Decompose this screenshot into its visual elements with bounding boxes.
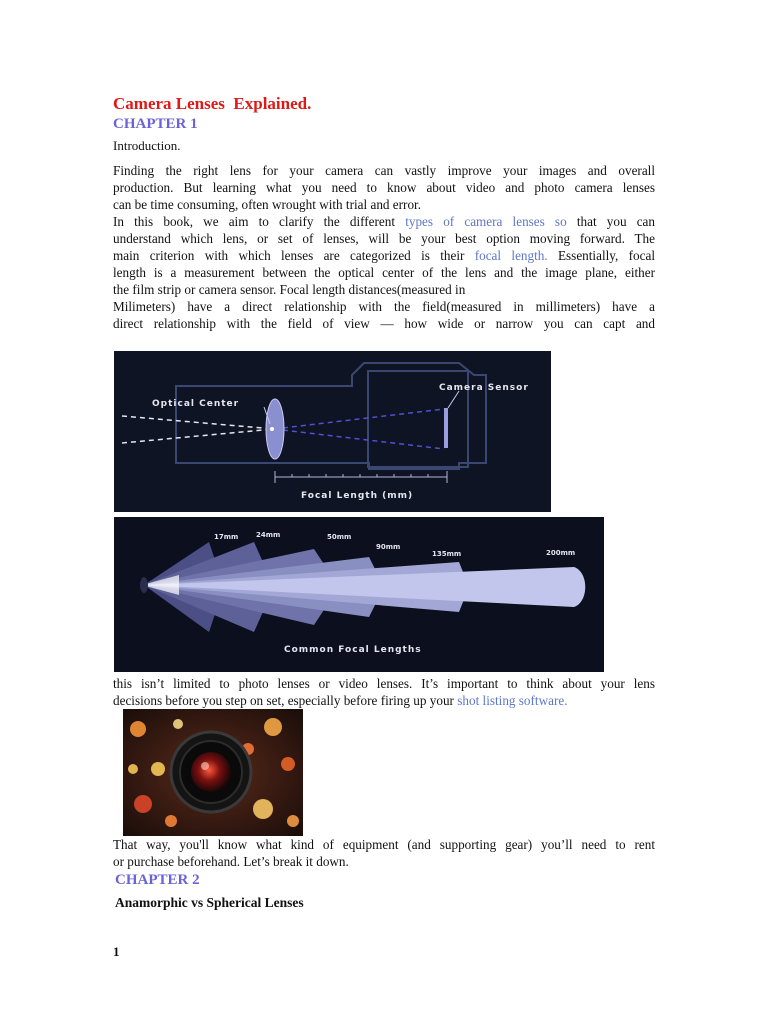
link-shot-listing-software[interactable]: shot listing software. — [457, 693, 568, 708]
paragraph-line: or purchase beforehand. Let’s break it down. — [113, 854, 349, 869]
focal-label-50mm: 50mm — [327, 533, 352, 541]
link-types-of-camera-lenses[interactable]: types of camera lenses so — [405, 214, 567, 229]
focal-label-24mm: 24mm — [256, 531, 281, 539]
text-run: main criterion with which lenses are categorized is their — [113, 248, 475, 263]
paragraph-line: That way, you'll know what kind of equipment (and supporting gear) you’ll need to rent — [113, 837, 655, 852]
paragraph-line: Milimeters) have a direct relationship with the field(measured in millimeters) have a — [113, 299, 655, 314]
paragraph-line: direct relationship with the field of view — how wide or narrow you can capt and — [113, 316, 655, 331]
text-run: decisions before you step on set, especially before firing up your — [113, 693, 458, 708]
section-subheading: Anamorphic vs Spherical Lenses — [115, 895, 304, 910]
paragraph-3 — [113, 675, 655, 709]
camera-sensor-label: Camera Sensor — [439, 383, 529, 393]
paragraph-1 — [113, 162, 655, 213]
focal-length-label: Focal Length (mm) — [301, 491, 414, 501]
common-focal-lengths-diagram — [114, 517, 604, 672]
link-focal-length[interactable]: focal length. — [474, 248, 548, 263]
paragraph-line: this isn’t limited to photo lenses or video lenses. It’s important to think about your lens — [113, 676, 655, 691]
focal-label-90mm: 90mm — [376, 543, 401, 551]
focal-label-17mm: 17mm — [214, 533, 239, 541]
paragraph-4 — [113, 836, 655, 870]
camera-lens-photo — [123, 709, 303, 836]
paragraph-line — [113, 213, 655, 230]
paragraph-2 — [113, 213, 655, 332]
intro-heading: Introduction. — [113, 138, 181, 153]
text-run: that you can — [566, 214, 655, 229]
text-run: In this book, we aim to clarify the different — [113, 214, 406, 229]
focal-length-diagram — [114, 351, 551, 512]
document-title: Camera Lenses Explained. — [113, 94, 312, 113]
text-run: Essentially, focal — [547, 248, 655, 263]
paragraph-line — [113, 692, 655, 709]
paragraph-line: the film strip or camera sensor. Focal length distances(measured in — [113, 282, 466, 297]
common-focal-lengths-caption: Common Focal Lengths — [284, 645, 422, 655]
page-number: 1 — [113, 944, 120, 959]
paragraph-line: understand which lens, or set of lenses, will be your best option moving forward. The — [113, 231, 655, 246]
paragraph-line: can be time consuming, often wrought with trial and error. — [113, 197, 421, 212]
paragraph-line — [113, 247, 655, 264]
paragraph-line: length is a measurement between the optical center of the lens and the image plane, either — [113, 265, 655, 280]
paragraph-line: production. But learning what you need to know about video and photo camera lenses — [113, 180, 655, 195]
chapter-1-heading: CHAPTER 1 — [113, 116, 198, 132]
focal-label-200mm: 200mm — [546, 549, 576, 557]
paragraph-line: Finding the right lens for your camera can vastly improve your images and overall — [113, 163, 655, 178]
optical-center-label: Optical Center — [152, 399, 240, 409]
focal-label-135mm: 135mm — [432, 550, 462, 558]
chapter-2-heading: CHAPTER 2 — [115, 872, 200, 888]
